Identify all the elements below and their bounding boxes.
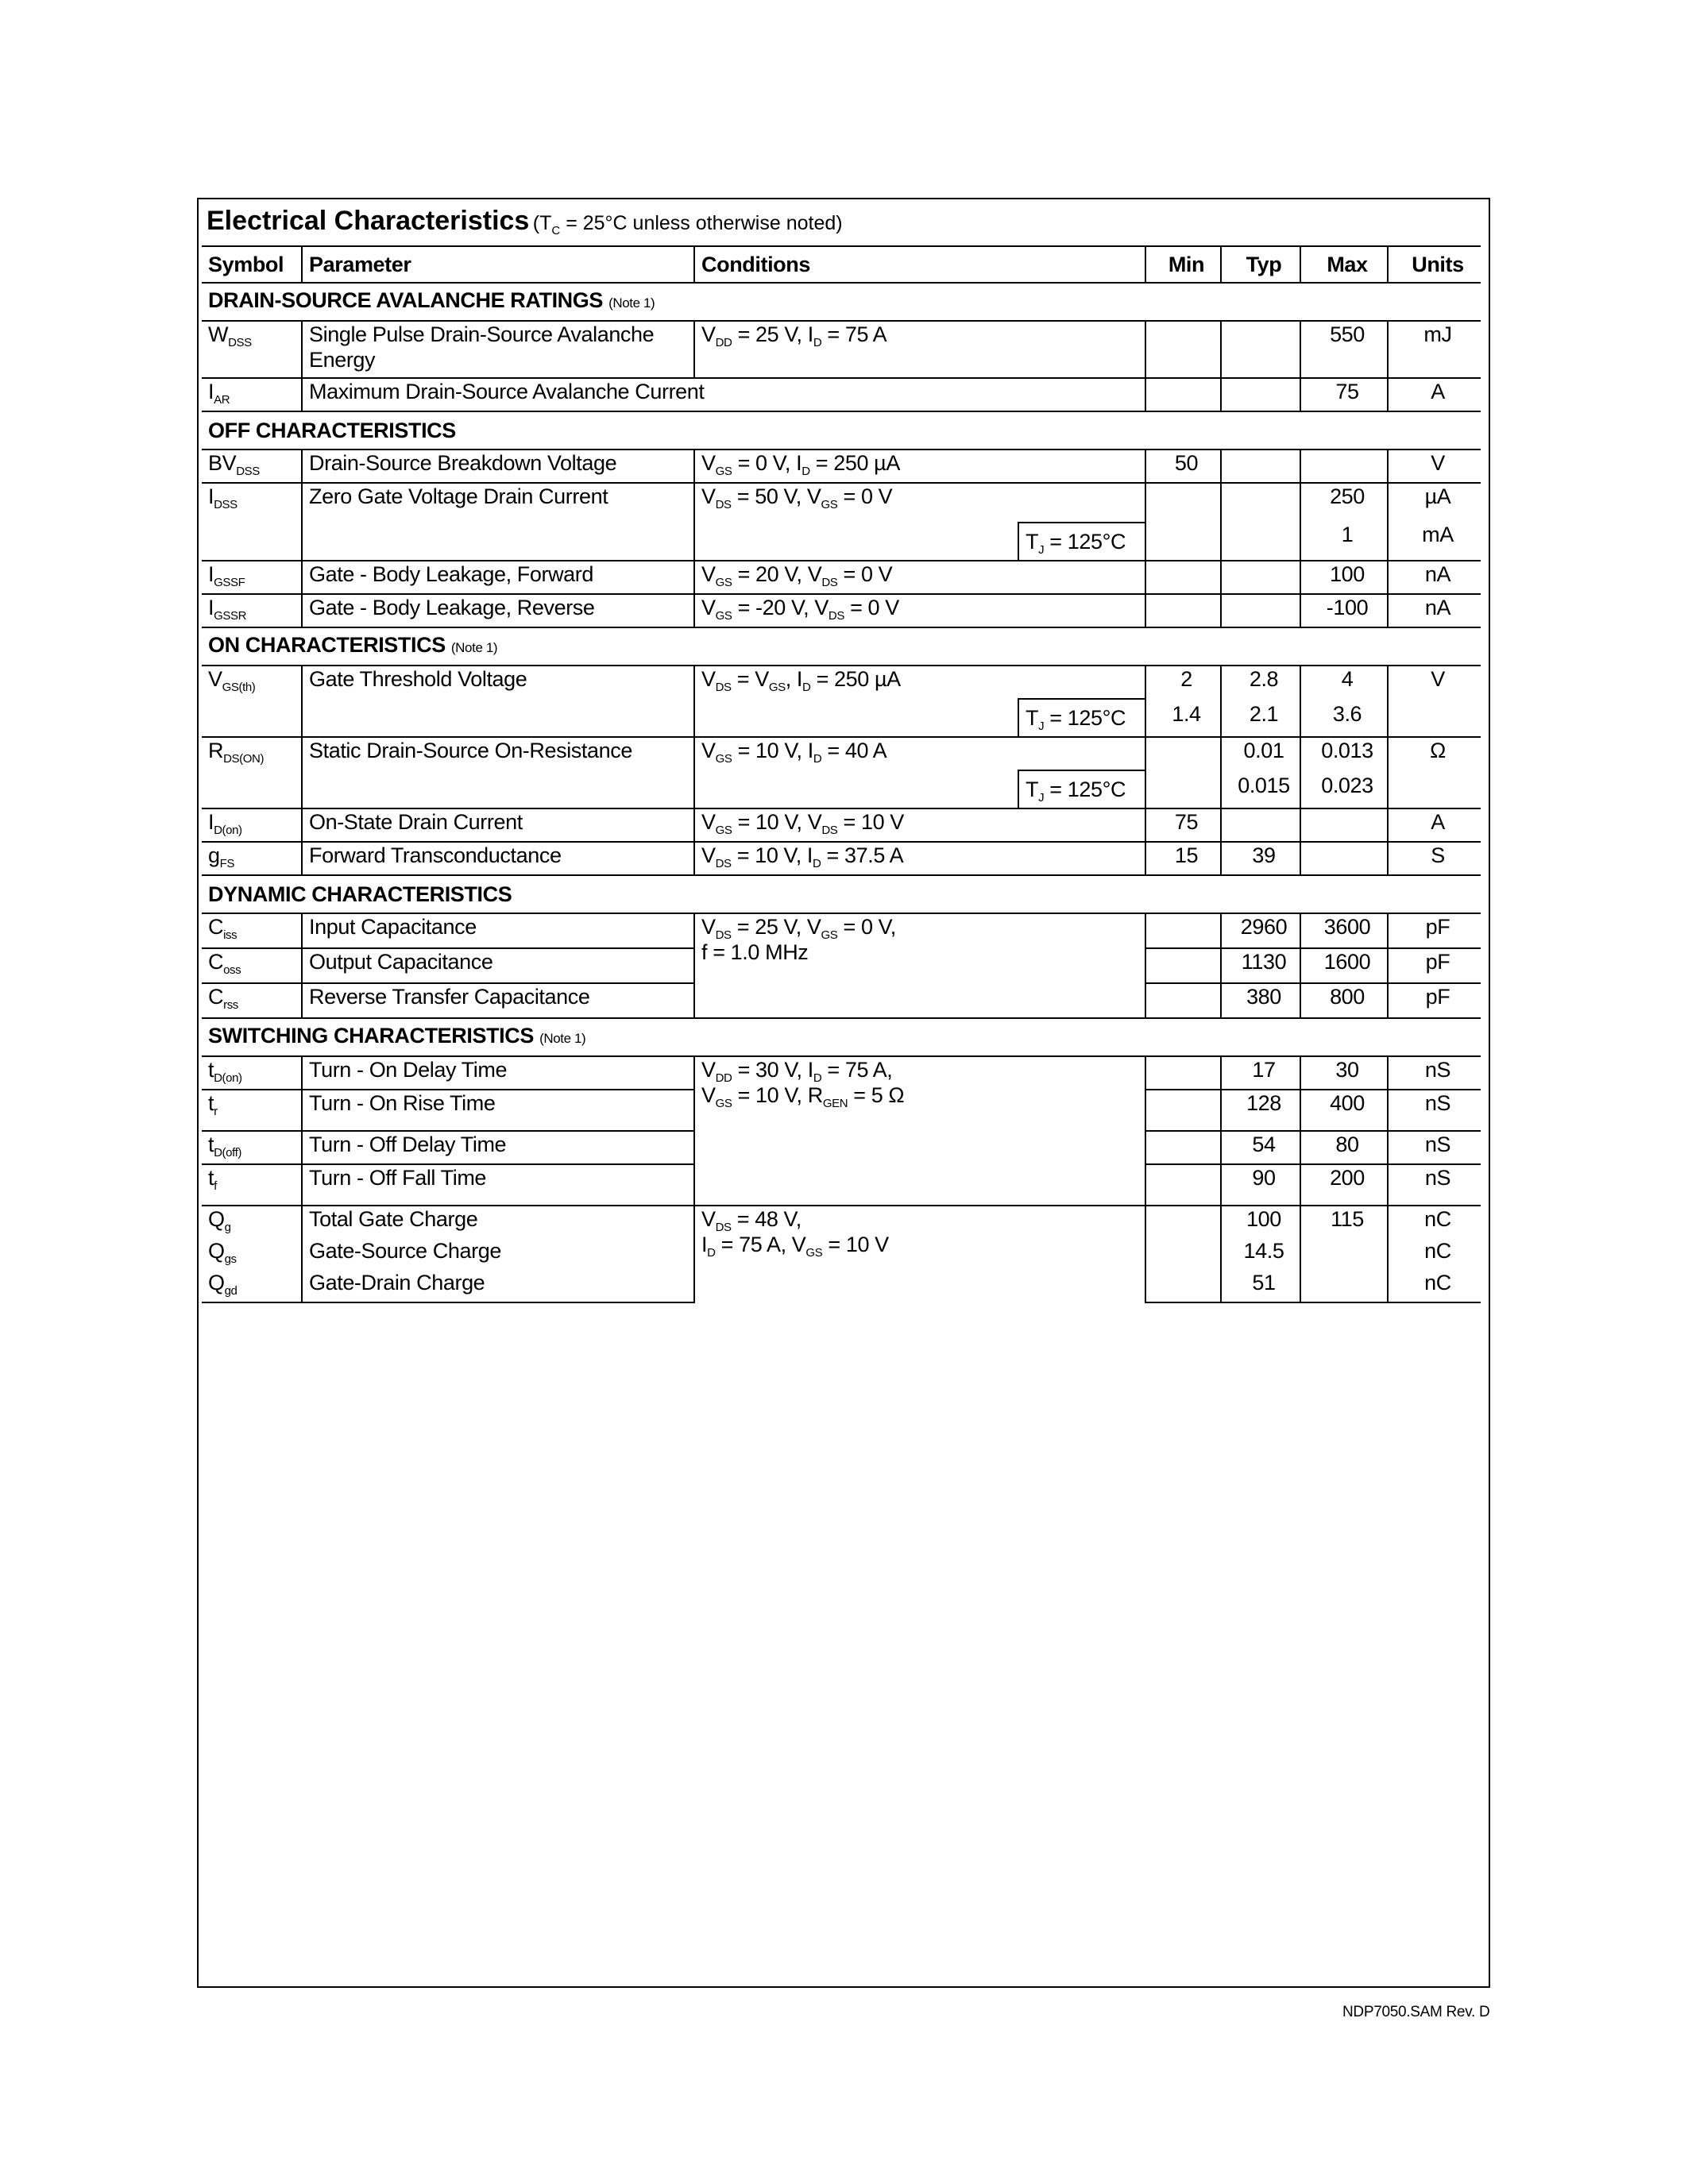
symbol-cell: $I_{GSSR}$ [202, 594, 302, 627]
table-row [202, 594, 1481, 627]
max-cell: 800 [1300, 983, 1388, 1018]
symbol-cell: $C_{iss}$ [202, 913, 302, 948]
table-row [202, 450, 1481, 483]
conditions-cell: $V_{DS} = 50$ V, $V_{GS} = 0$ V $T_J = 125^\circ C$ [694, 483, 1145, 561]
header-units: Units [1388, 246, 1481, 283]
units-cell: nA [1388, 594, 1481, 627]
units-cell: µA [1388, 483, 1481, 522]
parameter-cell: Zero Gate Voltage Drain Current [302, 483, 694, 561]
parameter-cell: Output Capacitance [302, 948, 694, 983]
units-cell: A [1388, 378, 1481, 411]
table-row [202, 378, 1481, 411]
conditions-cell: $V_{DS} = 10$ V, $I_D = 37.5$ A [694, 842, 1145, 875]
table-row [202, 808, 1481, 842]
header-symbol: Symbol [202, 246, 302, 283]
max-cell: 3600 [1300, 913, 1388, 948]
max-cell: 100 [1300, 561, 1388, 594]
symbol-cell: $I_{D(on)}$ [202, 808, 302, 842]
parameter-cell: On-State Drain Current [302, 808, 694, 842]
parameter-cell: Input Capacitance [302, 913, 694, 948]
title-main: Electrical Characteristics [207, 206, 530, 236]
max-cell: 80 [1300, 1131, 1388, 1164]
units-cell: pF [1425, 915, 1450, 939]
typ-cell: 51 [1221, 1270, 1300, 1302]
typ-cell: 100 [1221, 1206, 1300, 1238]
parameter-cell: Turn - On Rise Time [302, 1090, 694, 1131]
max-cell: 400 [1300, 1090, 1388, 1131]
section-row [202, 1018, 1481, 1056]
min-cell [1145, 378, 1221, 411]
parameter-cell: Single Pulse Drain-Source Avalanche Energy [302, 321, 694, 378]
section-title: DYNAMIC CHARACTERISTICS [202, 875, 1481, 913]
symbol-cell: $W_{DSS}$ [202, 321, 302, 378]
units-cell: pF [1388, 983, 1481, 1018]
typ-cell: 380 [1221, 983, 1300, 1018]
min-cell: 75 [1145, 808, 1221, 842]
parameter-cell: Gate Threshold Voltage [302, 666, 694, 737]
units-cell: V [1431, 451, 1445, 475]
conditions-cell: $V_{GS} = 10$ V, $I_D = 40$ A $T_J = 125^\circ C$ [694, 737, 1145, 808]
typ-cell: 1130 [1221, 948, 1300, 983]
header-typ: Typ [1221, 246, 1300, 283]
min-cell [1145, 522, 1221, 561]
conditions-cell: $V_{GS} = -20$ V, $V_{DS} = 0$ V [694, 594, 1145, 627]
max-cell: 550 [1300, 321, 1388, 378]
section-row [202, 627, 1481, 666]
parameter-cell: Total Gate Charge [302, 1206, 694, 1238]
units-cell: S [1388, 842, 1481, 875]
units-cell: nC [1388, 1270, 1481, 1302]
conditions-cell: $V_{DD} = 25$ V, $I_D = 75$ A [694, 321, 1145, 378]
typ-cell: 2.1 [1221, 701, 1300, 737]
section-row [202, 411, 1481, 450]
units-cell: nA [1388, 561, 1481, 594]
max-cell: 75 [1300, 378, 1388, 411]
units-cell: A [1388, 808, 1481, 842]
conditions-cell: $V_{GS} = 0$ V, $I_D = 250$ µA [694, 450, 1145, 483]
table-row [202, 321, 1481, 378]
symbol-cell: $C_{oss}$ [202, 948, 302, 983]
min-cell [1145, 594, 1221, 627]
section-title: OFF CHARACTERISTICS [202, 411, 1481, 450]
symbol-cell: $t_r$ [202, 1090, 302, 1131]
symbol-cell: $I_{DSS}$ [202, 483, 302, 561]
parameter-cell: Static Drain-Source On-Resistance [302, 737, 694, 808]
header-min: Min [1145, 246, 1221, 283]
section-title: ON CHARACTERISTICS (Note 1) [202, 627, 1481, 666]
typ-cell: 54 [1221, 1131, 1300, 1164]
symbol-cell: $C_{rss}$ [202, 983, 302, 1018]
symbol-cell: $I_{AR}$ [202, 378, 302, 411]
typ-cell: 0.015 [1221, 773, 1300, 808]
max-cell: 4 [1300, 666, 1388, 701]
typ-cell: 128 [1221, 1090, 1300, 1131]
typ-cell [1221, 321, 1300, 378]
section-title: SWITCHING CHARACTERISTICS (Note 1) [202, 1018, 1481, 1056]
units-cell: pF [1388, 948, 1481, 983]
min-cell: 2 [1145, 666, 1221, 701]
min-cell [1145, 948, 1221, 983]
max-cell: 0.023 [1300, 773, 1388, 808]
min-cell [1145, 1090, 1221, 1131]
symbol-cell: $t_f$ [202, 1164, 302, 1206]
header-parameter: Parameter [302, 246, 694, 283]
document-footer: NDP7050.SAM Rev. D [1342, 2004, 1490, 2020]
units-cell: mA [1422, 523, 1454, 546]
parameter-cell: Turn - Off Delay Time [302, 1131, 694, 1164]
typ-cell: 14.5 [1221, 1238, 1300, 1270]
max-cell: 1600 [1300, 948, 1388, 983]
units-cell: nS [1388, 1131, 1481, 1164]
conditions-cell: $V_{DS} = 25$ V, $V_{GS} = 0$ V, f = 1.0 MHz [694, 913, 1145, 1018]
symbol-cell: $I_{GSSF}$ [202, 561, 302, 594]
tj-condition: $T_J = 125^\circ C$ [1018, 698, 1145, 736]
tj-condition: $T_J = 125^\circ C$ [1018, 770, 1145, 808]
min-cell [1145, 561, 1221, 594]
table-row [202, 913, 1481, 948]
typ-cell: 90 [1221, 1164, 1300, 1206]
symbol-cell: $Q_{gs}$ [202, 1238, 302, 1270]
header-conditions: Conditions [694, 246, 1145, 283]
max-cell: 3.6 [1300, 701, 1388, 737]
units-cell: nC [1424, 1239, 1451, 1263]
table-row [202, 737, 1481, 773]
symbol-cell: $Q_g$ [202, 1206, 302, 1238]
min-cell: 50 [1145, 450, 1221, 483]
parameter-cell: Drain-Source Breakdown Voltage [302, 450, 694, 483]
min-cell [1145, 773, 1221, 808]
header-row [202, 246, 1481, 283]
symbol-cell: $V_{GS(th)}$ [202, 666, 302, 737]
conditions-cell: $V_{GS} = 10$ V, $V_{DS} = 10$ V [694, 808, 1145, 842]
units-cell: mJ [1423, 322, 1452, 346]
symbol-cell: $t_{D(off)}$ [202, 1131, 302, 1164]
min-cell [1145, 1238, 1221, 1270]
min-cell [1145, 1056, 1221, 1090]
units-cell: nC [1388, 1206, 1481, 1238]
parameter-cell: Gate-Drain Charge [302, 1270, 694, 1302]
tj-condition: $T_J = 125^\circ C$ [1018, 522, 1145, 560]
table-row [202, 483, 1481, 522]
symbol-cell: $Q_{gd}$ [202, 1270, 302, 1302]
table-row [202, 842, 1481, 875]
parameter-cell: Turn - On Delay Time [302, 1056, 694, 1090]
table-row [202, 561, 1481, 594]
min-cell [1145, 983, 1221, 1018]
max-cell: -100 [1300, 594, 1388, 627]
parameter-cell: Maximum Drain-Source Avalanche Current [302, 378, 1145, 411]
min-cell: 15 [1145, 842, 1221, 875]
section-row [202, 875, 1481, 913]
section-title: DRAIN-SOURCE AVALANCHE RATINGS (Note 1) [202, 283, 1481, 321]
conditions-cell: $V_{DS} = V_{GS}$, $I_D = 250$ µA $T_J = 125^\circ C$ [694, 666, 1145, 737]
typ-cell [1221, 483, 1300, 522]
typ-cell: 2960 [1221, 913, 1300, 948]
max-cell [1300, 1270, 1388, 1302]
parameter-cell: Reverse Transfer Capacitance [302, 983, 694, 1018]
symbol-cell: $g_{FS}$ [202, 842, 302, 875]
section-row [202, 283, 1481, 321]
max-cell [1300, 842, 1388, 875]
electrical-characteristics-table [202, 245, 1481, 1303]
table-title [207, 206, 843, 242]
typ-cell [1221, 594, 1300, 627]
typ-cell [1221, 808, 1300, 842]
typ-cell: 0.01 [1221, 737, 1300, 773]
min-cell [1145, 321, 1221, 378]
min-cell [1145, 1164, 1221, 1206]
typ-cell [1221, 450, 1300, 483]
max-cell [1300, 450, 1388, 483]
conditions-cell: $V_{DD} = 30$ V, $I_D = 75$ A, $V_{GS} = 10$ V, $R_{GEN} = 5$ Ω [694, 1056, 1145, 1206]
table-row [202, 1056, 1481, 1090]
parameter-cell: Forward Transconductance [302, 842, 694, 875]
max-cell [1300, 1238, 1388, 1270]
max-cell: 1 [1300, 522, 1388, 561]
conditions-cell: $V_{GS} = 20$ V, $V_{DS} = 0$ V [694, 561, 1145, 594]
header-max: Max [1300, 246, 1388, 283]
parameter-cell: Gate - Body Leakage, Forward [302, 561, 694, 594]
parameter-cell: Turn - Off Fall Time [302, 1164, 694, 1206]
parameter-cell: Gate-Source Charge [302, 1238, 694, 1270]
table-row [202, 1206, 1481, 1238]
max-cell: 200 [1300, 1164, 1388, 1206]
symbol-cell: $R_{DS(ON)}$ [202, 737, 302, 808]
min-cell [1145, 1270, 1221, 1302]
typ-cell: 2.8 [1221, 666, 1300, 701]
conditions-cell: $V_{DS} = 48$ V, $I_D = 75$ A, $V_{GS} = 10$ V [694, 1206, 1145, 1302]
min-cell: 1.4 [1145, 701, 1221, 737]
max-cell [1300, 808, 1388, 842]
units-cell: nS [1424, 1058, 1451, 1082]
max-cell: 0.013 [1300, 737, 1388, 773]
symbol-cell: $t_{D(on)}$ [202, 1056, 302, 1090]
typ-cell: 17 [1221, 1056, 1300, 1090]
typ-cell: 39 [1221, 842, 1300, 875]
units-cell: nS [1388, 1164, 1481, 1206]
symbol-cell: $BV_{DSS}$ [202, 450, 302, 483]
parameter-cell: Gate - Body Leakage, Reverse [302, 594, 694, 627]
title-note: ($T_C = 25^\circ C$ unless otherwise noted) [532, 212, 843, 237]
typ-cell [1221, 378, 1300, 411]
max-cell: 30 [1300, 1056, 1388, 1090]
units-cell: V [1431, 667, 1445, 691]
max-cell: 115 [1300, 1206, 1388, 1238]
min-cell [1145, 913, 1221, 948]
min-cell [1145, 737, 1221, 773]
min-cell [1145, 483, 1221, 522]
units-cell: nS [1388, 1090, 1481, 1131]
typ-cell [1221, 522, 1300, 561]
min-cell [1145, 1131, 1221, 1164]
min-cell [1145, 1206, 1221, 1238]
characteristics-frame [197, 198, 1490, 1988]
max-cell: 250 [1300, 483, 1388, 522]
table-row [202, 666, 1481, 701]
units-cell: Ω [1388, 737, 1481, 808]
typ-cell [1221, 561, 1300, 594]
